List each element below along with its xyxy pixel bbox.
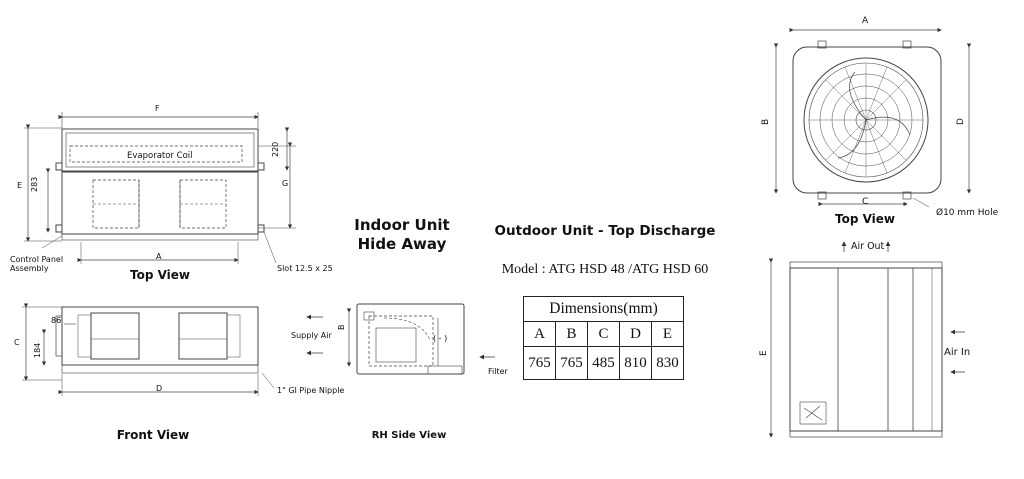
indoor-side-view-drawing	[307, 304, 495, 374]
indoor-top-view-label: Top View	[129, 268, 191, 282]
outdoor-top-dim-d: D	[956, 118, 966, 125]
outdoor-unit-title: Outdoor Unit - Top Discharge	[494, 223, 716, 239]
indoor-top-dim-a: A	[156, 252, 162, 261]
dim-value-c: 485	[588, 347, 620, 380]
dimensions-caption: Dimensions(mm)	[524, 297, 684, 322]
dim-value-a: 765	[524, 347, 556, 380]
outdoor-top-view-drawing	[776, 30, 969, 207]
outdoor-side-dim-e: E	[759, 350, 769, 356]
indoor-side-dim-b: B	[337, 324, 346, 330]
indoor-front-dim-86: 86	[51, 316, 62, 325]
air-out-label: Air Out	[851, 241, 885, 252]
control-panel-line1: Control Panel	[10, 255, 64, 264]
indoor-front-view-label: Front View	[116, 428, 190, 442]
indoor-top-dim-220: 220	[271, 141, 280, 157]
slot-label: Slot 12.5 x 25	[277, 264, 333, 273]
indoor-front-dim-d: D	[156, 384, 163, 393]
dim-header-a: A	[524, 322, 556, 347]
pipe-nipple-label: 1" GI Pipe Nipple	[277, 386, 345, 395]
outdoor-top-dim-c: C	[862, 197, 869, 207]
control-panel-label	[10, 255, 63, 273]
indoor-top-view-drawing	[24, 112, 296, 264]
dimensions-value-row	[524, 347, 684, 380]
dim-value-e: 830	[652, 347, 684, 380]
outdoor-top-dim-a: A	[862, 16, 869, 26]
indoor-side-view-label: RH Side View	[371, 430, 447, 441]
filter-label: Filter	[488, 367, 508, 376]
dim-header-b: B	[556, 322, 588, 347]
indoor-title-line1: Indoor Unit	[354, 216, 450, 234]
indoor-unit-title	[340, 216, 464, 254]
minus-marker: ( - )	[433, 334, 448, 343]
air-in-label: Air In	[944, 347, 971, 358]
indoor-front-dim-c: C	[14, 338, 20, 347]
control-panel-line2: Assembly	[10, 264, 49, 273]
outdoor-top-view-label: Top View	[834, 212, 896, 226]
outdoor-top-dim-b: B	[761, 118, 771, 125]
dim-header-d: D	[620, 322, 652, 347]
indoor-top-dim-e: E	[17, 181, 23, 190]
outdoor-side-view-drawing	[771, 242, 965, 437]
model-label: Model : ATG HSD 48 /ATG HSD 60	[501, 262, 709, 277]
mounting-hole-label: Ø10 mm Hole	[936, 208, 999, 218]
dim-value-d: 810	[620, 347, 652, 380]
dimensions-table	[523, 296, 684, 380]
indoor-top-dim-f: F	[155, 104, 160, 113]
indoor-title-line2: Hide Away	[357, 235, 447, 253]
dimensions-header-row	[524, 322, 684, 347]
indoor-top-dim-g: G	[282, 179, 289, 188]
indoor-front-dim-184: 184	[33, 342, 42, 358]
dim-header-c: C	[588, 322, 620, 347]
dim-header-e: E	[652, 322, 684, 347]
dim-value-b: 765	[556, 347, 588, 380]
supply-air-label: Supply Air	[291, 331, 332, 340]
indoor-top-dim-283: 283	[30, 176, 39, 192]
evaporator-coil-label: Evaporator Coil	[127, 151, 193, 161]
